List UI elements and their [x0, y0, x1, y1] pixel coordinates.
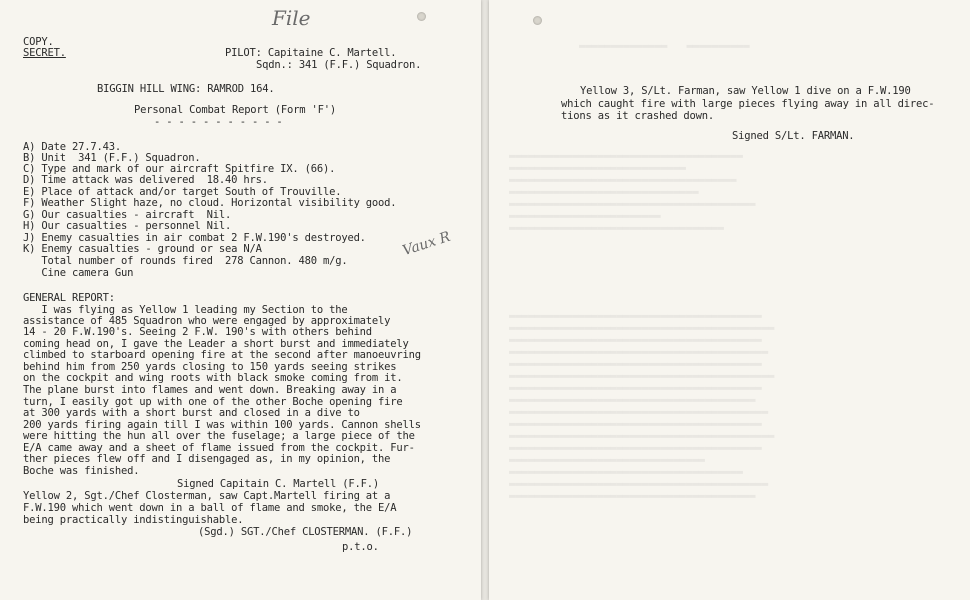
yellow2-line: Yellow 2, Sgt./Chef Closterman, saw Capt.Martell firing at a: [23, 490, 391, 502]
squadron-line: Sqdn.: 341 (F.F.) Squadron.: [256, 59, 422, 71]
title-dashes: - - - - - - - - - - -: [154, 116, 283, 128]
right-page: [489, 0, 970, 600]
yellow2-line: F.W.190 which went down in a ball of flame and smoke, the E/A: [23, 502, 397, 514]
report-line: Boche was finished.: [23, 465, 140, 477]
item-aircraft: C) Type and mark of our aircraft Spitfire IX. (66).: [23, 163, 336, 175]
item-date: A) Date 27.7.43.: [23, 141, 121, 153]
item-rounds: Total number of rounds fired 278 Cannon. 480 m/g.: [23, 255, 348, 267]
item-cas-personnel: H) Our casualties - personnel Nil.: [23, 220, 232, 232]
item-cas-aircraft: G) Our casualties - aircraft Nil.: [23, 209, 232, 221]
item-place: E) Place of attack and/or target South of Trouville.: [23, 186, 342, 198]
item-unit: B) Unit 341 (F.F.) Squadron.: [23, 152, 201, 164]
left-page: [0, 0, 481, 600]
signature-closterman: (Sgd.) SGT./Chef CLOSTERMAN. (F.F.): [198, 526, 413, 538]
report-line: The plane burst into flames and went down. Breaking away in a: [23, 384, 397, 396]
handwritten-initials: Vaux R: [400, 228, 453, 260]
item-enemy-ground: K) Enemy casualties - ground or sea N/A: [23, 243, 262, 255]
punch-hole: [533, 16, 542, 25]
general-report-heading: GENERAL REPORT:: [23, 292, 115, 304]
wing-heading: BIGGIN HILL WING: RAMROD 164.: [97, 83, 275, 95]
item-time: D) Time attack was delivered 18.40 hrs.: [23, 174, 268, 186]
report-line: 200 yards firing again till I was within 100 yards. Cannon shells: [23, 419, 421, 431]
report-line: turn, I easily got up with one of the other Boche opening fire: [23, 396, 403, 408]
ghost-text: ▬▬▬▬▬▬▬▬▬▬▬▬▬▬ ▬▬▬▬▬▬▬▬▬▬: [579, 40, 750, 52]
report-title: Personal Combat Report (Form 'F'): [134, 104, 337, 116]
pto-label: p.t.o.: [342, 541, 379, 553]
report-line: assistance of 485 Squadron who were engaged by approximately: [23, 315, 391, 327]
item-enemy-air: J) Enemy casualties in air combat 2 F.W.190's destroyed.: [23, 232, 366, 244]
yellow2-line: being practically indistinguishable.: [23, 514, 244, 526]
report-line: behind him from 250 yards closing to 150 yards seeing strikes: [23, 361, 397, 373]
item-cine: Cine camera Gun: [23, 267, 134, 279]
report-line: coming head on, I gave the Leader a short burst and immediately: [23, 338, 409, 350]
yellow3-line: which caught fire with large pieces flying away in all direc-: [561, 98, 935, 110]
handwritten-file-note: File: [272, 6, 311, 30]
report-line: on the cockpit and wing roots with black smoke coming from it.: [23, 372, 403, 384]
pilot-line: PILOT: Capitaine C. Martell.: [225, 47, 397, 59]
signature-martell: Signed Capitain C. Martell (F.F.): [177, 478, 380, 490]
report-line: climbed to starboard opening fire at the second after manoeuvring: [23, 349, 421, 361]
item-weather: F) Weather Slight haze, no cloud. Horizontal visibility good.: [23, 197, 397, 209]
yellow3-line: Yellow 3, S/Lt. Farman, saw Yellow 1 dive on a F.W.190: [580, 85, 911, 97]
report-line: I was flying as Yellow 1 leading my Section to the: [23, 304, 348, 316]
report-line: E/A came away and a sheet of flame issued from the cockpit. Fur-: [23, 442, 415, 454]
secret-label: SECRET.: [23, 47, 66, 59]
ghost-text: ▬▬▬▬▬▬▬▬▬▬▬▬▬▬▬▬▬▬▬▬▬▬▬▬▬▬▬▬▬▬▬▬▬▬▬▬▬▬▬▬ ▬▬▬▬▬▬▬▬▬▬▬▬▬▬▬▬▬▬▬▬▬▬▬▬▬▬▬▬▬▬▬▬▬▬▬▬▬▬▬▬▬▬ ▬▬▬▬▬▬▬▬▬▬▬▬▬▬▬▬▬▬▬▬▬▬▬▬▬▬▬▬▬▬▬▬▬▬▬▬▬▬▬▬ ▬▬▬▬▬▬▬▬▬▬▬▬▬▬▬▬▬▬▬▬▬▬▬▬▬▬▬▬▬▬▬▬▬▬▬▬▬▬▬▬▬ ▬▬▬▬▬▬▬▬▬▬▬▬▬▬▬▬▬▬▬▬▬▬▬▬▬▬▬▬▬▬▬▬▬▬▬▬▬▬▬▬ ▬▬▬▬▬▬▬▬▬▬▬▬▬▬▬▬▬▬▬▬▬▬▬▬▬▬▬▬▬▬▬▬▬▬▬▬▬▬▬▬▬▬ ▬▬▬▬▬▬▬▬▬▬▬▬▬▬▬▬▬▬▬▬▬▬▬▬▬▬▬▬▬▬▬▬▬▬▬▬▬▬▬▬ ▬▬▬▬▬▬▬▬▬▬▬▬▬▬▬▬▬▬▬▬▬▬▬▬▬▬▬▬▬▬▬▬▬▬▬▬▬▬▬ ▬▬▬▬▬▬▬▬▬▬▬▬▬▬▬▬▬▬▬▬▬▬▬▬▬▬▬▬▬▬▬▬▬▬▬▬▬▬▬▬▬ ▬▬▬▬▬▬▬▬▬▬▬▬▬▬▬▬▬▬▬▬▬▬▬▬▬▬▬▬▬▬▬▬▬▬▬▬▬▬▬▬ ▬▬▬▬▬▬▬▬▬▬▬▬▬▬▬▬▬▬▬▬▬▬▬▬▬▬▬▬▬▬▬▬▬▬▬▬▬▬▬▬▬▬ ▬▬▬▬▬▬▬▬▬▬▬▬▬▬▬▬▬▬▬▬▬▬▬▬▬▬▬▬▬▬▬▬▬▬▬▬▬▬▬▬ ▬▬▬▬▬▬▬▬▬▬▬▬▬▬▬▬▬▬▬▬▬▬▬▬▬▬▬▬▬▬▬ ▬▬▬▬▬▬▬▬▬▬▬▬▬▬▬▬▬▬▬▬▬▬▬▬▬▬▬▬▬▬▬▬▬▬▬▬▬ ▬▬▬▬▬▬▬▬▬▬▬▬▬▬▬▬▬▬▬▬▬▬▬▬▬▬▬▬▬▬▬▬▬▬▬▬▬▬▬▬▬ ▬▬▬▬▬▬▬▬▬▬▬▬▬▬▬▬▬▬▬▬▬▬▬▬▬▬▬▬▬▬▬▬▬▬▬▬▬▬▬: [509, 310, 775, 502]
report-line: ther pieces flew off and I disengaged as, in my opinion, the: [23, 453, 391, 465]
report-line: were hitting the hun all over the fuselage; a large piece of the: [23, 430, 415, 442]
report-line: 14 - 20 F.W.190's. Seeing 2 F.W. 190's with others behind: [23, 326, 372, 338]
ghost-text: ▬▬▬▬▬▬▬▬▬▬▬▬▬▬▬▬▬▬▬▬▬▬▬▬▬▬▬▬▬▬▬▬▬▬▬▬▬ ▬▬▬▬▬▬▬▬▬▬▬▬▬▬▬▬▬▬▬▬▬▬▬▬▬▬▬▬ ▬▬▬▬▬▬▬▬▬▬▬▬▬▬▬▬▬▬▬▬▬▬▬▬▬▬▬▬▬▬▬▬▬▬▬▬ ▬▬▬▬▬▬▬▬▬▬▬▬▬▬▬▬▬▬▬▬▬▬▬▬▬▬▬▬▬▬ ▬▬▬▬▬▬▬▬▬▬▬▬▬▬▬▬▬▬▬▬▬▬▬▬▬▬▬▬▬▬▬▬▬▬▬▬▬▬▬ ▬▬▬▬▬▬▬▬▬▬▬▬▬▬▬▬▬▬▬▬▬▬▬▬ ▬▬▬▬▬▬▬▬▬▬▬▬▬▬▬▬▬▬▬▬▬▬▬▬▬▬▬▬▬▬▬▬▬▬: [509, 150, 756, 234]
punch-hole: [417, 12, 426, 21]
report-line: at 300 yards with a short burst and closed in a dive to: [23, 407, 360, 419]
copy-label: COPY.: [23, 36, 54, 48]
yellow3-line: tions as it crashed down.: [561, 110, 715, 122]
signature-farman: Signed S/Lt. FARMAN.: [732, 130, 855, 142]
